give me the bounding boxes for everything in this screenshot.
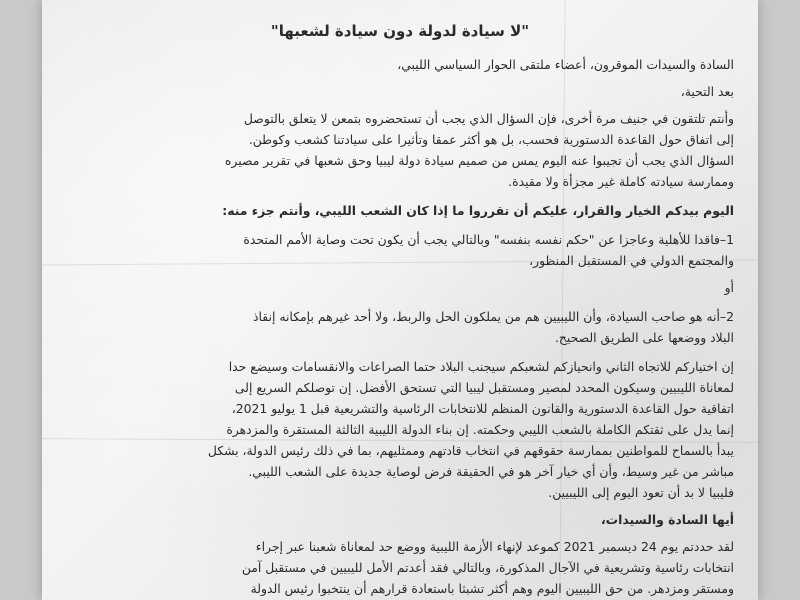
text-line: ومستقر ومزدهر. من حق الليبيين اليوم وهم أكثر تشبثا باستعادة قرارهم أن ينتخبوا رئيس الدولة: [250, 581, 734, 596]
or-separator: أو: [724, 280, 734, 295]
option-one: [66, 229, 734, 271]
salutation: السادة والسيدات الموقرون، أعضاء ملتقى الحوار السياسي الليبي،: [397, 57, 734, 72]
text-line: إلى اتفاق حول القاعدة الدستورية فحسب، بل هو أكثر عمقا وتأثيرا على سيادتنا كشعب وكوطن.: [248, 132, 734, 147]
address-line: أيها السادة والسيدات،: [600, 512, 734, 527]
text-line: 1–فاقدا للأهلية وعاجزا عن "حكم نفسه بنفسه" وبالتالي يجب أن يكون تحت وصاية الأمم المتحدة: [243, 232, 734, 247]
text-line: السؤال الذي يجب أن تجيبوا عنه اليوم يمس من صميم سيادة دولة ليبيا وحق شعبها في تقرير مصيره: [224, 153, 734, 168]
text-line: وممارسة سيادته كاملة غير مجزأة ولا مقيدة.: [508, 174, 734, 189]
paragraph-elections: [66, 536, 734, 599]
text-line: فليبيا لا بد أن تعود اليوم إلى الليبيين.: [548, 485, 734, 500]
letter-body: [66, 22, 734, 599]
text-line: مباشر من غير وسيط، وأن أي خيار آخر هو في الحقيقة فرض لوصاية جديدة على الشعب الليبي.: [248, 464, 734, 479]
text-line: وأنتم تلتقون في جنيف مرة أخرى، فإن السؤال الذي يجب أن تستحضروه بتمعن لا يتعلق بالتوصل: [243, 111, 734, 126]
letter-title: "لا سيادة لدولة دون سيادة لشعبها": [270, 22, 530, 40]
paragraph-choice: [66, 356, 734, 503]
greeting: بعد التحية،: [680, 84, 734, 99]
text-line: إن اختياركم للاتجاه الثاني وانحيازكم لشعبكم سيجنب البلاد حتما الصراعات والانقسامات وسيضع حدا: [228, 359, 734, 374]
text-line: 2–أنه هو صاحب السيادة، وأن الليبيين هم من يملكون الحل والربط، ولا أحد غيرهم بإمكانه إنقاذ: [252, 309, 734, 324]
text-line: لقد حددتم يوم 24 ديسمبر 2021 كموعد لإنهاء الأزمة الليبية ووضع حد لمعاناة شعبنا عبر إجراء: [255, 539, 734, 554]
text-line: يبدأ بالسماح للمواطنين بممارسة حقوقهم في انتخاب قادتهم وممثليهم، بما في ذلك رئيس الدولة، بشكل: [207, 443, 734, 458]
document-page: [42, 0, 758, 600]
text-line: والمجتمع الدولي في المستقبل المنظور،: [529, 253, 734, 268]
text-line: اتفاقية حول القاعدة الدستورية والقانون المنظم للانتخابات الرئاسية والتشريعية قبل 1 يوليو 2021،: [231, 401, 734, 416]
paragraph-intro: [66, 108, 734, 192]
text-line: لمعاناة الليبيين وسيكون المحدد لمصير ومستقبل ليبيا التي تستحق الأفضل. إن توصلكم السريع إلى: [234, 380, 734, 395]
option-two: [66, 306, 734, 348]
decision-line: اليوم بيدكم الخيار والقرار، عليكم أن تقرروا ما إذا كان الشعب الليبي، وأنتم جزء منه:: [222, 203, 734, 218]
text-line: البلاد ووضعها على الطريق الصحيح.: [554, 330, 734, 345]
text-line: إنما يدل على ثقتكم الكاملة بالشعب الليبي وحكمته. إن بناء الدولة الليبية الثالثة المستقرة والمزدهرة: [226, 422, 734, 437]
text-line: انتخابات رئاسية وتشريعية في الآجال المذكورة، وبالتالي فقد أعدتم الأمل لليبيين في مستقبل آمن: [241, 560, 734, 575]
